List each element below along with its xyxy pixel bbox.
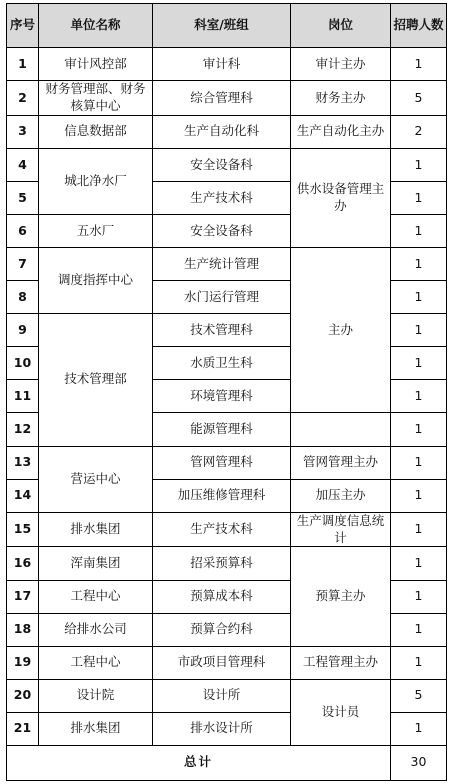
table-row (7, 446, 447, 479)
header-dept: 科室/班组 (153, 4, 291, 48)
post-cell: 生产自动化主办 (291, 115, 391, 148)
unit-cell: 排水集团 (39, 712, 153, 745)
post-cell: 主办 (291, 248, 391, 413)
dept-cell: 设计所 (153, 679, 291, 712)
seq-cell: 5 (7, 182, 39, 215)
count-cell: 1 (391, 712, 447, 745)
seq-cell: 9 (7, 314, 39, 347)
dept-cell: 安全设备科 (153, 215, 291, 248)
seq-cell: 10 (7, 347, 39, 380)
header-post: 岗位 (291, 4, 391, 48)
seq-cell: 19 (7, 646, 39, 679)
header-seq: 序号 (7, 4, 39, 48)
count-cell: 1 (391, 446, 447, 479)
count-cell: 5 (391, 679, 447, 712)
post-cell: 审计主办 (291, 48, 391, 81)
total-value: 30 (391, 745, 447, 780)
header-count: 招聘人数 (391, 4, 447, 48)
dept-cell: 生产统计管理 (153, 248, 291, 281)
count-cell: 1 (391, 512, 447, 547)
count-cell: 1 (391, 613, 447, 646)
count-cell: 1 (391, 148, 447, 181)
count-cell: 1 (391, 479, 447, 512)
count-cell: 1 (391, 380, 447, 413)
count-cell: 1 (391, 182, 447, 215)
dept-cell: 综合管理科 (153, 81, 291, 116)
dept-cell: 审计科 (153, 48, 291, 81)
seq-cell: 11 (7, 380, 39, 413)
count-cell: 1 (391, 248, 447, 281)
seq-cell: 18 (7, 613, 39, 646)
dept-cell: 技术管理科 (153, 314, 291, 347)
table-row (7, 48, 447, 81)
total-row (7, 745, 447, 780)
unit-cell: 工程中心 (39, 646, 153, 679)
post-cell: 供水设备管理主办 (291, 148, 391, 247)
dept-cell: 生产自动化科 (153, 115, 291, 148)
dept-cell: 市政项目管理科 (153, 646, 291, 679)
dept-cell: 能源管理科 (153, 413, 291, 446)
post-cell: 工程管理主办 (291, 646, 391, 679)
dept-cell: 预算成本科 (153, 580, 291, 613)
seq-cell: 14 (7, 479, 39, 512)
dept-cell: 预算合约科 (153, 613, 291, 646)
seq-cell: 4 (7, 148, 39, 181)
dept-cell: 水质卫生科 (153, 347, 291, 380)
table-row (7, 148, 447, 181)
unit-cell: 工程中心 (39, 580, 153, 613)
dept-cell: 管网管理科 (153, 446, 291, 479)
unit-cell: 五水厂 (39, 215, 153, 248)
seq-cell: 6 (7, 215, 39, 248)
table-row (7, 512, 447, 547)
post-cell: 设计员 (291, 679, 391, 745)
header-row (7, 4, 447, 48)
dept-cell: 招采预算科 (153, 547, 291, 580)
count-cell: 1 (391, 413, 447, 446)
post-cell: 生产调度信息统计 (291, 512, 391, 547)
seq-cell: 7 (7, 248, 39, 281)
dept-cell: 加压维修管理科 (153, 479, 291, 512)
post-cell: 管网管理主办 (291, 446, 391, 479)
count-cell: 1 (391, 48, 447, 81)
dept-cell: 安全设备科 (153, 148, 291, 181)
seq-cell: 13 (7, 446, 39, 479)
seq-cell: 20 (7, 679, 39, 712)
count-cell: 1 (391, 347, 447, 380)
dept-cell: 生产技术科 (153, 512, 291, 547)
table-row (7, 547, 447, 580)
count-cell: 1 (391, 580, 447, 613)
count-cell: 1 (391, 646, 447, 679)
seq-cell: 8 (7, 281, 39, 314)
header-unit: 单位名称 (39, 4, 153, 48)
unit-cell: 城北净水厂 (39, 148, 153, 214)
post-cell: 加压主办 (291, 479, 391, 512)
unit-cell: 设计院 (39, 679, 153, 712)
count-cell: 1 (391, 281, 447, 314)
seq-cell: 1 (7, 48, 39, 81)
count-cell: 1 (391, 314, 447, 347)
unit-cell: 营运中心 (39, 446, 153, 512)
seq-cell: 15 (7, 512, 39, 547)
unit-cell: 审计风控部 (39, 48, 153, 81)
table-row (7, 248, 447, 281)
seq-cell: 12 (7, 413, 39, 446)
seq-cell: 21 (7, 712, 39, 745)
seq-cell: 3 (7, 115, 39, 148)
post-cell: 预算主办 (291, 547, 391, 646)
unit-cell: 调度指挥中心 (39, 248, 153, 314)
post-cell (291, 413, 391, 446)
table-row (7, 81, 447, 116)
dept-cell: 环境管理科 (153, 380, 291, 413)
count-cell: 1 (391, 215, 447, 248)
unit-cell: 财务管理部、财务核算中心 (39, 81, 153, 116)
unit-cell: 排水集团 (39, 512, 153, 547)
total-label: 总计 (7, 745, 391, 780)
dept-cell: 排水设计所 (153, 712, 291, 745)
count-cell: 2 (391, 115, 447, 148)
unit-cell: 技术管理部 (39, 314, 153, 446)
table-row (7, 115, 447, 148)
unit-cell: 浑南集团 (39, 547, 153, 580)
dept-cell: 生产技术科 (153, 182, 291, 215)
unit-cell: 信息数据部 (39, 115, 153, 148)
recruitment-table (6, 3, 447, 781)
seq-cell: 16 (7, 547, 39, 580)
table-row (7, 679, 447, 712)
seq-cell: 17 (7, 580, 39, 613)
count-cell: 1 (391, 547, 447, 580)
unit-cell: 给排水公司 (39, 613, 153, 646)
count-cell: 5 (391, 81, 447, 116)
dept-cell: 水门运行管理 (153, 281, 291, 314)
table-row (7, 646, 447, 679)
seq-cell: 2 (7, 81, 39, 116)
post-cell: 财务主办 (291, 81, 391, 116)
